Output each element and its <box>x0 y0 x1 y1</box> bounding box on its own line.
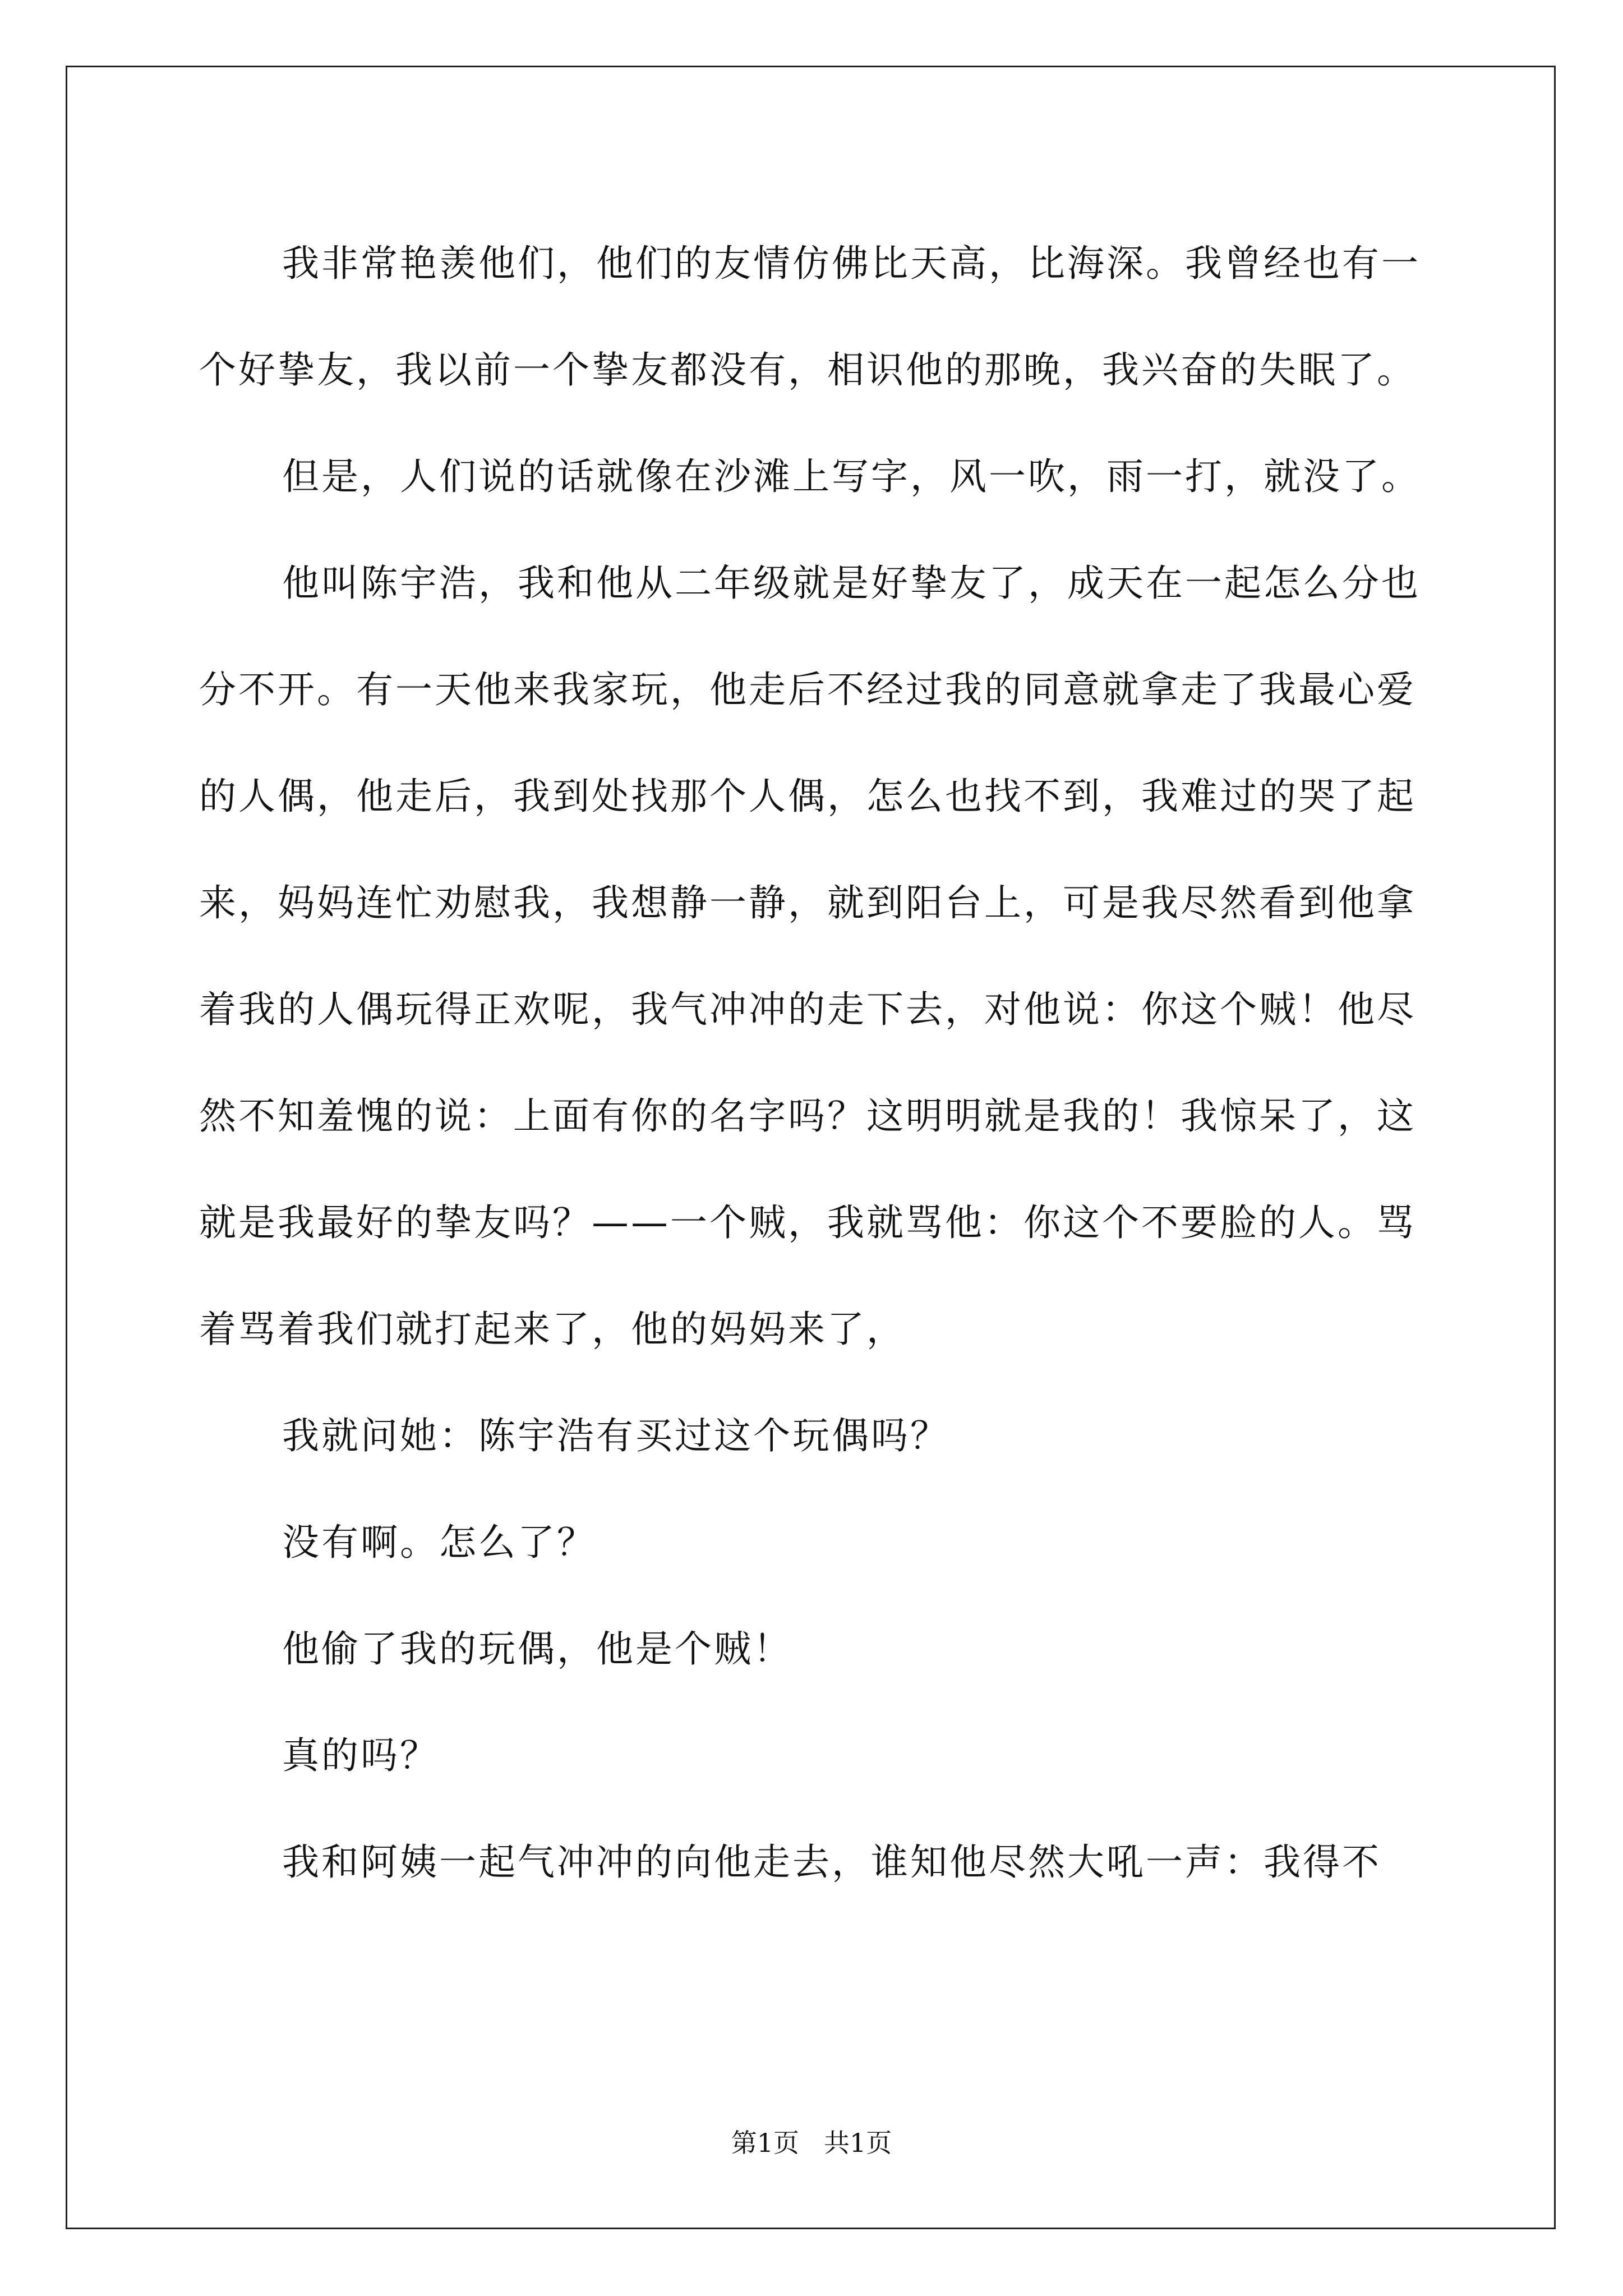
page-footer <box>0 2126 1623 2160</box>
paragraph-1: 我非常艳羡他们，他们的友情仿佛比天高，比海深。我曾经也有一个好挚友，我以前一个挚友都没有，相识他的那晚，我兴奋的失眠了。 <box>199 242 1421 392</box>
paragraph-8: 我和阿姨一起气冲冲的向他走去，谁知他尽然大吼一声：我得不 <box>282 1841 1381 1884</box>
paragraph-4: 我就问她：陈宇浩有买过这个玩偶吗？ <box>282 1414 949 1457</box>
page-total: 共1页 <box>823 2128 892 2158</box>
page-number: 第1页 <box>731 2128 800 2158</box>
paragraph-6: 他偷了我的玩偶，他是个贼！ <box>282 1627 792 1671</box>
paragraph-3: 他叫陈宇浩，我和他从二年级就是好挚友了，成天在一起怎么分也分不开。有一天他来我家玩，他走后不经过我的同意就拿走了我最心爱的人偶，他走后，我到处找那个人偶，怎么也找不到，我难过的哭了起来，妈妈连忙劝慰我，我想静一静，就到阳台上，可是我尽然看到他拿着我的人偶玩得正欢呢，我气冲冲的走下去，对他说：你这个贼！他尽然不知羞愧的说：上面有你的名字吗？这明明就是我的！我惊呆了，这就是我最好的挚友吗？——一个贼，我就骂他：你这个不要脸的人。骂着骂着我们就打起来了，他的妈妈来了， <box>199 562 1421 1351</box>
paragraph-7: 真的吗？ <box>282 1734 439 1777</box>
paragraph-5: 没有啊。怎么了？ <box>282 1521 596 1564</box>
paragraph-2: 但是，人们说的话就像在沙滩上写字，风一吹，雨一打，就没了。 <box>282 455 1421 498</box>
document-body <box>199 210 1433 1916</box>
